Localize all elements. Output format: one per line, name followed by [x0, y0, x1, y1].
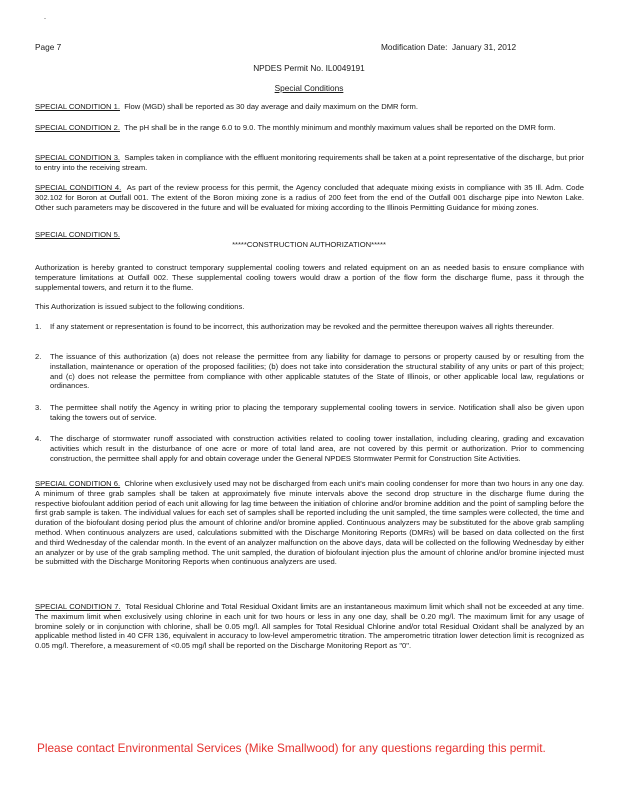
authorization-subject: This Authorization is issued subject to the following conditions.	[35, 302, 245, 311]
item-text: The discharge of stormwater runoff associated with construction activities related to cooling tower installation, including clearing, grading and excavation activities which result in the disturbance of one acre or more of total land area, are not covered by this permit or authorization. Prior to commencing construction, the permittee shall apply for and obtain coverage under the General NPDES Stormwater Permit for Construction Site Activities.	[50, 434, 584, 463]
item-number: 4.	[35, 434, 42, 443]
special-condition-3	[35, 153, 584, 173]
special-condition-5-label: SPECIAL CONDITION 5.	[35, 230, 120, 239]
condition-text: Flow (MGD) shall be reported as 30 day average and daily maximum on the DMR form.	[124, 102, 418, 111]
section-title: Special Conditions	[274, 83, 344, 93]
item-text: The permittee shall notify the Agency in writing prior to placing the temporary supplemental cooling towers in service. Notification shall also be given upon taking the towers out of service.	[50, 403, 584, 422]
item-number: 3.	[35, 403, 42, 412]
item-number: 1.	[35, 322, 42, 331]
special-condition-6	[35, 479, 584, 567]
condition-text: The pH shall be in the range 6.0 to 9.0. The monthly minimum and monthly maximum values shall be reported on the DMR form.	[124, 123, 556, 132]
item-text: The issuance of this authorization (a) does not release the permittee from any liability for damage to persons or property caused by or resulting from the installation, maintenance or operation of the proposed facilities; (b) does not take into consideration the structural stability of any units or part of this project; and (c) does not release the permittee from compliance with other applicable statutes of the State of Illinois, or other applicable local law, regulations or ordinances.	[50, 352, 584, 391]
special-condition-1	[35, 102, 584, 112]
special-condition-7	[35, 602, 584, 651]
condition-label: SPECIAL CONDITION 6.	[35, 479, 121, 488]
construction-authorization-banner: *****CONSTRUCTION AUTHORIZATION*****	[232, 240, 386, 249]
contact-notice: Please contact Environmental Services (Mike Smallwood) for any questions regarding this permit.	[37, 741, 546, 755]
item-text: If any statement or representation is found to be incorrect, this authorization may be revoked and the permittee thereupon waives all rights thereunder.	[50, 322, 555, 331]
condition-text: As part of the review process for this permit, the Agency concluded that adequate mixing exists in compliance with 35 Ill. Adm. Code 302.102 for Boron at Outfall 001. The extent of the Boron mixing zone is a radius of 200 feet from the end of the Outfall 001 discharge pipe into Newton Lake. Other such parameters may be discovered in the future and will be evaluated for mixing according to the Illinois Permitting Guidance for mixing zones.	[35, 183, 584, 212]
permit-number: NPDES Permit No. IL0049191	[253, 63, 365, 73]
condition-label: SPECIAL CONDITION 7.	[35, 602, 121, 611]
condition-text: Samples taken in compliance with the effluent monitoring requirements shall be taken at a point representative of the discharge, but prior to entry into the receiving stream.	[35, 153, 584, 172]
item-number: 2.	[35, 352, 42, 361]
scan-mark	[44, 18, 46, 19]
condition-label: SPECIAL CONDITION 1.	[35, 102, 120, 111]
page-number: Page 7	[35, 42, 62, 52]
special-condition-2	[35, 123, 584, 133]
condition-label: SPECIAL CONDITION 3.	[35, 153, 121, 162]
authorization-intro: Authorization is hereby granted to construct temporary supplemental cooling towers and related equipment on an as needed basis to ensure compliance with temperature limitations at Outfall 002. These supplemental cooling towers would draw a portion of the flow form the discharge flume, pass it through the supplemental towers, and return it to the flume.	[35, 263, 584, 292]
condition-text: Chlorine when exclusively used may not be discharged from each unit's main cooling condenser for more than two hours in any one day. A minimum of three grab samples shall be taken at approximately five minute intervals above the second drop structure in the discharge flume during the respective biofoulant addition period of each unit allowing for lag time between the initiation of chlorine and/or bromine addition and the point of sampling before the first grab sample is taken. The individual values for each set of samples shall be reported including the unit sampled, the time samples were collected, the time and duration of the biofoulant dosing period plus the amount of chlorine and/or bromine applied. Continuous analyzers may be substituted for the above grab sampling method. When continuous analyzers are used, calculations submitted with the Discharge Monitoring Reports (DMRs) will be based on data collected on the first and third Wednesday of the calendar month. In the event of an analyzer malfunction on the above days, data will be collected on the following Wednesday by either an analyzer or by use of the grab sampling method. The unit sampled, the duration of biofoulant injection plus the amount of chlorine and/or bromine injected must be submitted with the Discharge Monitoring Reports when continuous analyzers are used.	[35, 479, 584, 567]
condition-text: Total Residual Chlorine and Total Residual Oxidant limits are an instantaneous maximum limit which shall not be exceeded at any time. The maximum limit when exclusively using chlorine in each unit for two hours or less in any one day, shall be 0.20 mg/l. The maximum limit for any usage of bromine solely or in conjunction with chlorine, shall be 0.05 mg/l. All samples for Total Residual Chlorine and/or total Residual Oxidant shall be analyzed by an applicable method listed in 40 CFR 136, equivalent in accuracy to low-level amperometric titration. The amperometric titration lower detection limit is recognized as 0.05 mg/l. Therefore, a measurement of <0.05 mg/l shall be reported on the Discharge Monitoring Report as "0".	[35, 602, 584, 651]
modification-date: Modification Date: January 31, 2012	[381, 42, 517, 52]
condition-label: SPECIAL CONDITION 2.	[35, 123, 120, 132]
condition-label: SPECIAL CONDITION 4.	[35, 183, 122, 192]
special-condition-4	[35, 183, 584, 212]
